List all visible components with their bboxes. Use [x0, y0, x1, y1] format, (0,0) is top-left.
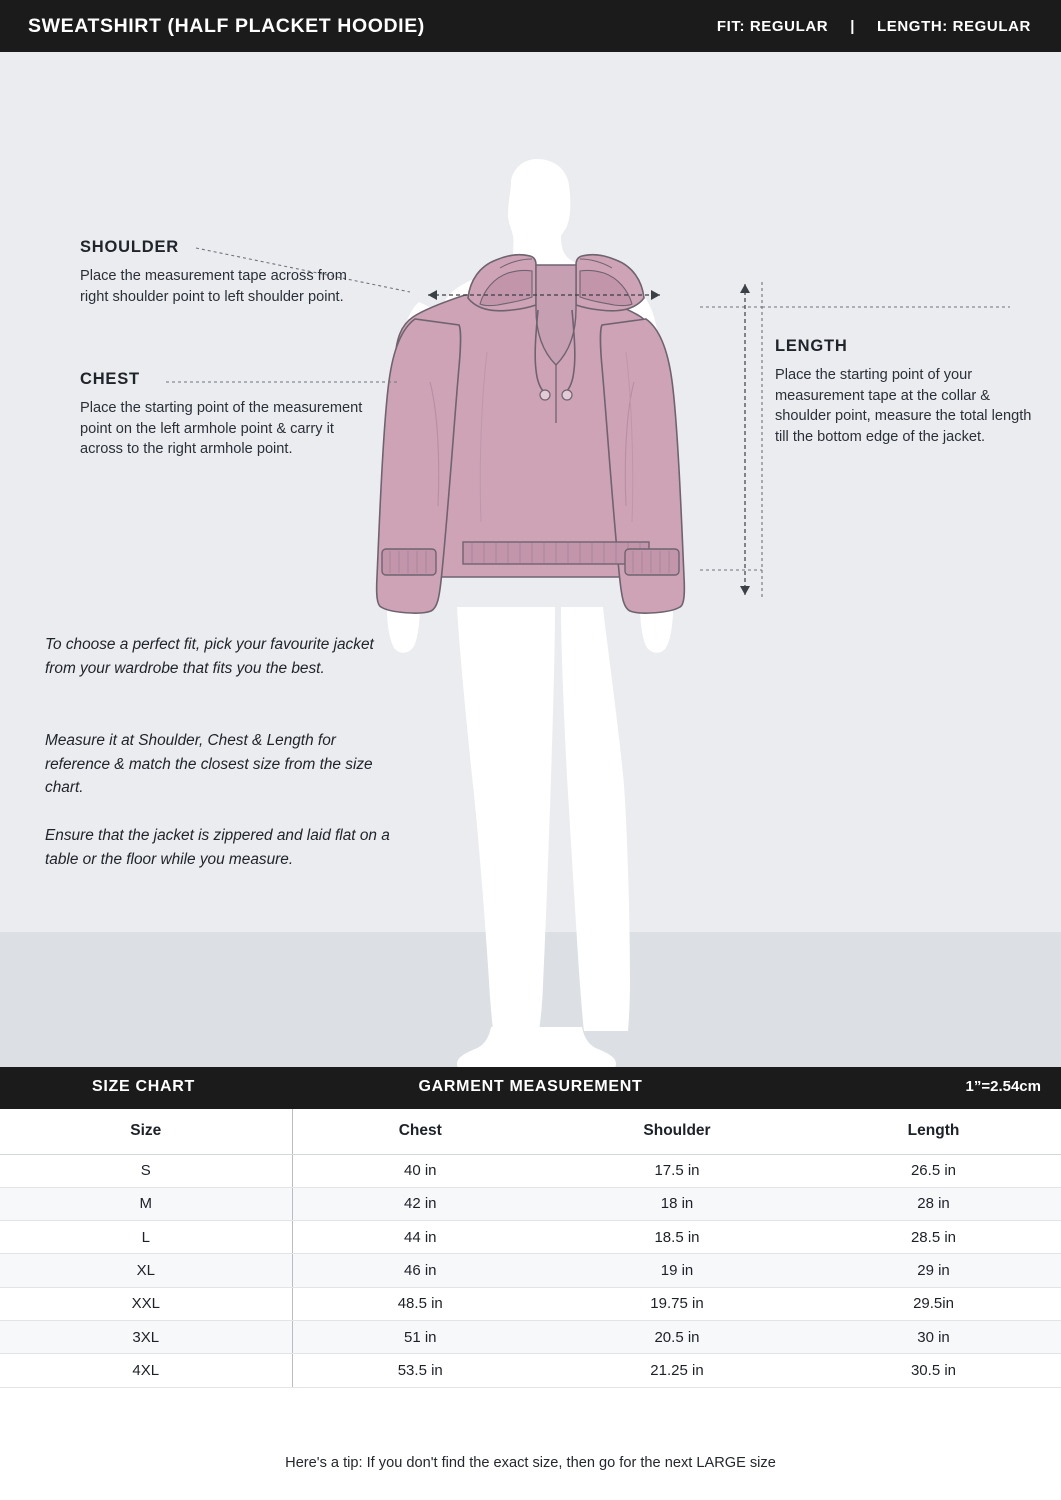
unit-conversion-label: 1”=2.54cm: [965, 1078, 1041, 1095]
cell-shoulder: 18.5 in: [548, 1221, 806, 1254]
cell-length: 28.5 in: [806, 1221, 1061, 1254]
cell-shoulder: 19.75 in: [548, 1287, 806, 1320]
page-title: SWEATSHIRT (HALF PLACKET HOODIE): [28, 14, 425, 37]
cell-length: 29 in: [806, 1254, 1061, 1287]
cell-size: XL: [0, 1254, 292, 1287]
callout-chest: [80, 370, 365, 460]
tip-text: Here's a tip: If you don't find the exact size, then go for the next LARGE size: [285, 1455, 776, 1471]
header-fit-length: [717, 18, 1031, 35]
size-chart-title: SIZE CHART: [92, 1078, 195, 1095]
garment-illustration: [0, 52, 1061, 1067]
note-lay-flat: Ensure that the jacket is zippered and laid flat on a table or the floor while you measure.: [45, 827, 390, 868]
cell-size: XXL: [0, 1287, 292, 1320]
cell-chest: 44 in: [292, 1221, 548, 1254]
cell-length: 29.5in: [806, 1287, 1061, 1320]
col-header-length: Length: [806, 1109, 1061, 1154]
length-measure-arrow: [740, 284, 750, 595]
cell-shoulder: 18 in: [548, 1187, 806, 1220]
fit-label: FIT: REGULAR: [716, 17, 829, 35]
callout-length-title: LENGTH: [775, 337, 848, 355]
table-row: [0, 1354, 1061, 1387]
cell-size: S: [0, 1154, 292, 1187]
note-measure-points: Measure it at Shoulder, Chest & Length for reference & match the closest size from the size chart.: [45, 732, 373, 796]
cell-shoulder: 19 in: [548, 1254, 806, 1287]
callout-shoulder: [80, 238, 360, 307]
col-header-chest: Chest: [292, 1109, 548, 1154]
cell-length: 26.5 in: [806, 1154, 1061, 1187]
col-header-size: Size: [0, 1109, 292, 1154]
illustration-area: [0, 52, 1061, 1067]
callout-shoulder-title: SHOULDER: [80, 238, 179, 256]
table-row: [0, 1287, 1061, 1320]
size-chart-header: [0, 1067, 1061, 1109]
cell-shoulder: 21.25 in: [548, 1354, 806, 1387]
note-choose-fit: To choose a perfect fit, pick your favourite jacket from your wardrobe that fits you the best.: [45, 636, 374, 677]
cell-shoulder: 17.5 in: [548, 1154, 806, 1187]
col-header-shoulder: Shoulder: [548, 1109, 806, 1154]
callout-shoulder-body: Place the measurement tape across from right shoulder point to left shoulder point.: [80, 268, 347, 305]
size-chart-table: [0, 1109, 1061, 1388]
header-separator: |: [850, 17, 855, 35]
table-row: [0, 1154, 1061, 1187]
cell-size: M: [0, 1187, 292, 1220]
table-row: [0, 1320, 1061, 1353]
table-row: [0, 1254, 1061, 1287]
table-row: [0, 1221, 1061, 1254]
cell-shoulder: 20.5 in: [548, 1320, 806, 1353]
table-header-row: [0, 1109, 1061, 1154]
cell-length: 30 in: [806, 1320, 1061, 1353]
cell-size: L: [0, 1221, 292, 1254]
table-row: [0, 1187, 1061, 1220]
callout-length: [775, 337, 1040, 447]
cell-size: 4XL: [0, 1354, 292, 1387]
cell-length: 28 in: [806, 1187, 1061, 1220]
cell-chest: 51 in: [292, 1320, 548, 1353]
cell-length: 30.5 in: [806, 1354, 1061, 1387]
table-body: [0, 1154, 1061, 1387]
cell-chest: 42 in: [292, 1187, 548, 1220]
callout-chest-body: Place the starting point of the measurement point on the left armhole point & carry it across to the right armhole point.: [80, 400, 363, 457]
callout-length-body: Place the starting point of your measurement tape at the collar & shoulder point, measure the total length till the bottom edge of the jacket.: [775, 367, 1032, 445]
cell-chest: 53.5 in: [292, 1354, 548, 1387]
cell-chest: 46 in: [292, 1254, 548, 1287]
cell-chest: 48.5 in: [292, 1287, 548, 1320]
cell-chest: 40 in: [292, 1154, 548, 1187]
cell-size: 3XL: [0, 1320, 292, 1353]
length-label: LENGTH: REGULAR: [877, 17, 1031, 35]
callout-chest-title: CHEST: [80, 370, 140, 388]
page-header: [0, 0, 1061, 52]
garment-measurement-label: GARMENT MEASUREMENT: [418, 1078, 643, 1095]
